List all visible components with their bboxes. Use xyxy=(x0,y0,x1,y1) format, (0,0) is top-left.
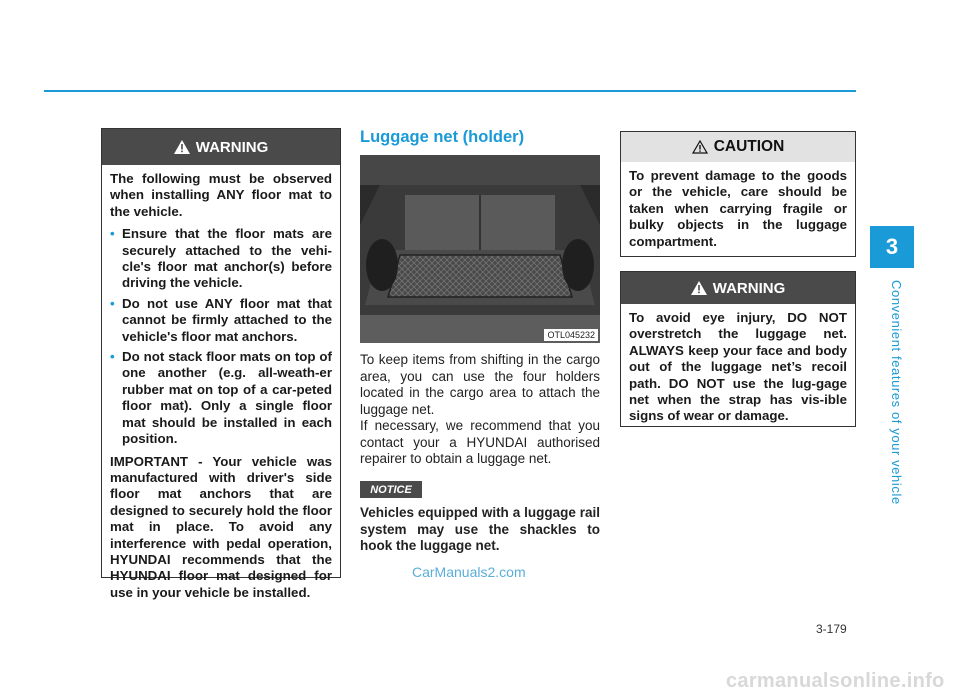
list-item: • Do not stack floor mats on top of one another (e.g. all-weath-er rubber mat on top of a car-peted floor mat). Only a single floor mat should be installed in each position. xyxy=(110,349,332,447)
warning-triangle-icon xyxy=(174,140,190,154)
notice-text: Vehicles equipped with a luggage rail system may use the shackles to hook the luggage net. xyxy=(360,505,600,554)
caution-triangle-icon xyxy=(692,140,708,154)
caution-box xyxy=(620,131,856,257)
caution-text: To prevent damage to the goods or the vehicle, care should be taken when carrying fragile or bulky objects in the luggage compartment. xyxy=(629,168,847,249)
bullet-icon: • xyxy=(110,349,115,365)
warning-header-label: WARNING xyxy=(195,138,269,156)
chapter-number-tab[interactable]: 3 xyxy=(870,226,914,268)
list-item: • Do not use ANY floor mat that cannot be firmly attached to the vehicle's floor mat anchors. xyxy=(110,295,332,344)
luggage-net-photo xyxy=(360,155,600,343)
section-heading: Luggage net (holder) xyxy=(360,128,525,146)
notice-badge: NOTICE xyxy=(360,481,422,498)
warning-header xyxy=(102,129,340,165)
list-item: • Ensure that the floor mats are securely attached to the vehi-cle's floor mat anchor(s) before driving the vehicle. xyxy=(110,226,332,291)
photo-code-label: OTL045232 xyxy=(544,329,598,341)
warning-header-label: WARNING xyxy=(712,279,786,297)
chapter-title: Convenient features of your vehicle xyxy=(889,280,904,505)
caution-header-label: CAUTION xyxy=(713,138,785,155)
warning-bullet-list xyxy=(110,226,332,447)
luggage-net-warning-box xyxy=(620,271,856,427)
top-rule xyxy=(44,90,856,92)
body-paragraph: If necessary, we recommend that you contact your a HYUNDAI authorised repairer to obtain a luggage net. xyxy=(360,418,600,467)
watermark-link[interactable]: CarManuals2.com xyxy=(412,564,526,580)
warning-text: To avoid eye injury, DO NOT overstretch the luggage net. ALWAYS keep your face and body out of the luggage net’s recoil path. DO NOT use the lug-gage net when the strap has vis-ible signs of wear or damage. xyxy=(629,310,847,424)
warning-important-note: IMPORTANT - Your vehicle was manufactured with driver's side floor mat anchors that are designed to securely hold the floor mat in place. To avoid any interference with pedal operation, HYUNDAI recommends that the HYUNDAI floor mat designed for use in your vehicle be installed. xyxy=(110,453,332,600)
bullet-icon: • xyxy=(110,295,115,311)
cargo-area-illustration xyxy=(360,155,600,343)
warning-triangle-icon xyxy=(691,281,707,295)
caution-header xyxy=(621,132,855,162)
warning-header xyxy=(621,272,855,304)
bullet-icon: • xyxy=(110,226,115,242)
warning-intro: The following must be observed when installing ANY floor mat to the vehicle. xyxy=(110,171,332,219)
floor-mat-warning-box xyxy=(101,128,341,600)
footer-watermark: carmanualsonline.info xyxy=(726,670,945,692)
page-number: 3-179 xyxy=(816,622,847,636)
body-paragraph: To keep items from shifting in the cargo area, you can use the four holders located in the cargo area to attach the luggage net. xyxy=(360,352,600,417)
